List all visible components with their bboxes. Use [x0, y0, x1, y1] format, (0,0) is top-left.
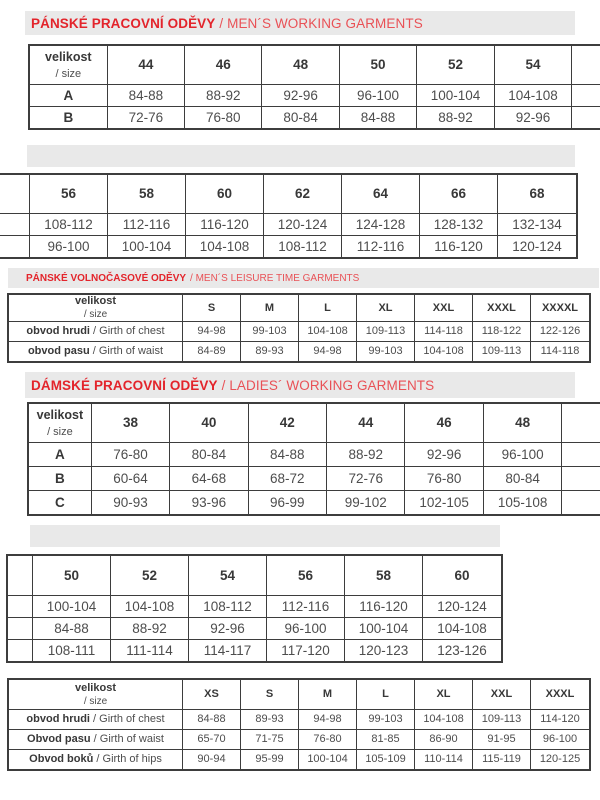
size-range-value: 68-72: [249, 467, 327, 491]
column-header: 62: [264, 175, 342, 214]
size-range-value: 100-104: [33, 596, 111, 618]
section-title-text: [17, 268, 599, 288]
title-czech: DÁMSKÉ PRACOVNÍ ODĚVY: [31, 377, 218, 393]
size-range-value: 108-112: [30, 214, 108, 236]
column-header: S: [183, 295, 241, 322]
size-range-value: 96-100: [484, 443, 562, 467]
size-range-value: 92-96: [405, 443, 483, 467]
size-range-value: 110-114: [415, 750, 473, 769]
size-range-value: 102-105: [405, 491, 483, 514]
title-english: / MEN´S LEISURE TIME GARMENTS: [190, 272, 360, 284]
size-range-value: [562, 467, 600, 491]
column-header: 60: [186, 175, 264, 214]
size-range-value: 100-104: [108, 236, 186, 257]
size-range-value: 84-88: [108, 85, 185, 107]
column-header: [8, 556, 33, 596]
size-range-value: 94-98: [299, 342, 357, 361]
size-range-value: 76-80: [405, 467, 483, 491]
table-ladies-leisure-sizes: [7, 678, 591, 771]
table-row: [8, 640, 501, 661]
size-range-value: 120-124: [423, 596, 501, 618]
size-range-value: 114-118: [415, 322, 473, 342]
size-range-value: 105-109: [357, 750, 415, 769]
column-header: 52: [111, 556, 189, 596]
size-range-value: 92-96: [262, 85, 339, 107]
size-range-value: 100-104: [299, 750, 357, 769]
size-range-value: 114-117: [189, 640, 267, 661]
column-header: 46: [405, 404, 483, 443]
column-header: 52: [417, 46, 494, 85]
row-label: obvod hrudi / Girth of chest: [9, 322, 183, 342]
size-range-value: 84-89: [183, 342, 241, 361]
column-header: 44: [108, 46, 185, 85]
size-range-value: 86-90: [415, 730, 473, 750]
size-range-value: 104-108: [423, 618, 501, 640]
table-ladies-working-sizes-50-60: [6, 554, 503, 663]
continuation-bar-mens-working: [27, 145, 575, 167]
row-label: B: [30, 107, 108, 128]
title-czech: PÁNSKÉ VOLNOČASOVÉ ODĚVY: [26, 272, 187, 284]
table-row: [29, 443, 600, 467]
column-header: XL: [357, 295, 415, 322]
size-label-header: velikost / size: [9, 680, 183, 710]
size-range-value: 95-99: [241, 750, 299, 769]
column-header: 56: [267, 556, 345, 596]
table-row: [0, 214, 576, 236]
title-english: / LADIES´ WORKING GARMENTS: [221, 377, 435, 393]
table-mens-leisure-sizes: [7, 293, 591, 363]
size-range-value: 81-85: [357, 730, 415, 750]
table-row: [0, 236, 576, 257]
column-header: 44: [327, 404, 405, 443]
row-label: A: [30, 85, 108, 107]
size-range-value: 90-93: [92, 491, 170, 514]
size-range-value: 88-92: [417, 107, 494, 128]
size-range-value: [572, 85, 600, 107]
size-range-value: 116-120: [420, 236, 498, 257]
column-header: 46: [185, 46, 262, 85]
column-header: M: [241, 295, 299, 322]
column-header: [562, 404, 600, 443]
size-range-value: 132-134: [498, 214, 576, 236]
size-range-value: 88-92: [111, 618, 189, 640]
size-range-value: 89-93: [241, 710, 299, 730]
size-range-value: 89-93: [241, 342, 299, 361]
table-row: [9, 342, 589, 361]
column-header: 64: [342, 175, 420, 214]
size-range-value: 99-102: [327, 491, 405, 514]
row-label: obvod hrudi / Girth of chest: [9, 710, 183, 730]
size-range-value: 60-64: [92, 467, 170, 491]
size-range-value: 80-84: [170, 443, 248, 467]
size-range-value: 80-84: [484, 467, 562, 491]
size-range-value: 64-68: [170, 467, 248, 491]
size-range-value: 104-108: [299, 322, 357, 342]
section-title-mens-working: [25, 11, 575, 35]
size-range-value: 104-108: [415, 710, 473, 730]
size-range-value: 128-132: [420, 214, 498, 236]
table-mens-working-sizes-56-68: [0, 173, 578, 259]
row-label: obvod pasu / Girth of waist: [9, 342, 183, 361]
size-range-value: 116-120: [345, 596, 423, 618]
size-range-value: 104-108: [495, 85, 572, 107]
size-range-value: 116-120: [186, 214, 264, 236]
size-range-value: 120-123: [345, 640, 423, 661]
size-range-value: 72-76: [108, 107, 185, 128]
size-range-value: 112-116: [108, 214, 186, 236]
size-range-value: 114-118: [540, 345, 580, 358]
size-range-value: 123-126: [437, 642, 487, 658]
size-range-value: 94-98: [183, 322, 241, 342]
column-header: 54: [189, 556, 267, 596]
size-range-value: 80-84: [262, 107, 339, 128]
size-range-value: 124-128: [342, 214, 420, 236]
size-range-value: 99-103: [241, 322, 299, 342]
size-range-value: 99-103: [357, 710, 415, 730]
row-label: C: [29, 491, 92, 514]
size-range-value: 108-112: [189, 596, 267, 618]
column-header: 60: [423, 556, 501, 596]
size-range-value: 104-108: [415, 342, 473, 361]
size-label-header: velikost / size: [30, 46, 108, 85]
size-range-value: 118-122: [473, 322, 531, 342]
header-row: [29, 404, 600, 443]
title-english: / MEN´S WORKING GARMENTS: [219, 15, 423, 31]
size-range-value: 76-80: [92, 443, 170, 467]
column-header: XXL: [415, 295, 473, 322]
size-range-value: 117-120: [267, 640, 345, 661]
size-range-value: 96-99: [249, 491, 327, 514]
size-range-value: 88-92: [327, 443, 405, 467]
column-header: 42: [249, 404, 327, 443]
size-range-value: 84-88: [33, 618, 111, 640]
size-range-value: 84-88: [249, 443, 327, 467]
column-header: 56: [30, 175, 108, 214]
column-header: 38: [92, 404, 170, 443]
column-header: 58: [108, 175, 186, 214]
row-label: [8, 640, 33, 661]
column-header: 48: [262, 46, 339, 85]
row-label: Obvod pasu / Girth of waist: [9, 730, 183, 750]
header-row: [30, 46, 600, 85]
section-title-text: [25, 372, 575, 398]
size-range-value: 120-124: [512, 238, 562, 254]
size-range-value: 92-96: [495, 107, 572, 128]
column-header: L: [299, 295, 357, 322]
header-row: [9, 680, 589, 710]
column-header: XS: [183, 680, 241, 710]
size-range-value: 88-92: [185, 85, 262, 107]
section-title-ladies-working: [25, 372, 575, 398]
row-label: B: [29, 467, 92, 491]
column-header: 50: [340, 46, 417, 85]
size-range-value: 111-114: [111, 640, 189, 661]
table-row: [9, 322, 589, 342]
size-range-value: 96-100: [267, 618, 345, 640]
row-label: [8, 596, 33, 618]
title-czech: PÁNSKÉ PRACOVNÍ ODĚVY: [31, 15, 216, 31]
column-header: XL: [415, 680, 473, 710]
size-label-header: velikost / size: [9, 295, 183, 322]
size-range-value: 76-80: [299, 730, 357, 750]
row-label: [0, 236, 30, 257]
size-range-value: [562, 491, 600, 514]
size-range-value: 109-113: [473, 342, 531, 361]
header-row: [0, 175, 576, 214]
size-range-value: 108-111: [33, 640, 111, 661]
row-label: [0, 214, 30, 236]
header-row: [9, 295, 589, 322]
size-range-value: 99-103: [357, 342, 415, 361]
column-header: XXXL: [473, 295, 531, 322]
column-header: 50: [33, 556, 111, 596]
size-range-value: 71-75: [241, 730, 299, 750]
size-range-value: 72-76: [327, 467, 405, 491]
column-header: XXXL: [531, 680, 589, 710]
table-row: [9, 750, 589, 769]
size-range-value: 114-120: [531, 710, 589, 730]
size-range-value: 104-108: [186, 236, 264, 257]
table-row: [8, 618, 501, 640]
table-row: [30, 85, 600, 107]
column-header: 40: [170, 404, 248, 443]
size-range-value: [562, 443, 600, 467]
size-range-value: 76-80: [185, 107, 262, 128]
row-label: [8, 618, 33, 640]
size-range-value: 108-112: [264, 236, 342, 257]
size-range-value: 120-125: [539, 753, 581, 766]
section-title-mens-leisure: [8, 268, 599, 288]
column-header: 66: [420, 175, 498, 214]
continuation-bar-ladies-working: [30, 525, 500, 547]
column-header: 58: [345, 556, 423, 596]
size-range-value: 96-100: [531, 730, 589, 750]
table-row: [30, 107, 600, 128]
size-range-value: 105-108: [484, 491, 562, 514]
column-header: XXXXL: [531, 295, 589, 322]
table-mens-working-sizes-44-54: [28, 44, 600, 130]
column-header: S: [241, 680, 299, 710]
size-range-value: 112-116: [342, 236, 420, 257]
size-range-value: 112-116: [267, 596, 345, 618]
size-range-value: [572, 107, 600, 128]
size-range-value: 109-113: [357, 322, 415, 342]
column-header: 54: [495, 46, 572, 85]
size-range-value: 90-94: [183, 750, 241, 769]
column-header: XXL: [473, 680, 531, 710]
size-range-value: 96-100: [30, 236, 108, 257]
size-range-value: 92-96: [189, 618, 267, 640]
size-range-value: 120-124: [264, 214, 342, 236]
size-range-value: 104-108: [111, 596, 189, 618]
size-range-value: 100-104: [417, 85, 494, 107]
table-row: [8, 596, 501, 618]
column-header: L: [357, 680, 415, 710]
row-label: A: [29, 443, 92, 467]
size-range-value: 115-119: [473, 750, 531, 769]
size-label-header: velikost / size: [29, 404, 92, 443]
size-range-value: 84-88: [183, 710, 241, 730]
column-header: M: [299, 680, 357, 710]
size-range-value: 94-98: [299, 710, 357, 730]
size-range-value: 96-100: [340, 85, 417, 107]
column-header: 68: [498, 175, 576, 214]
table-row: [9, 710, 589, 730]
size-range-value: 65-70: [183, 730, 241, 750]
size-range-value: 100-104: [345, 618, 423, 640]
table-row: [29, 491, 600, 514]
size-range-value: 91-95: [473, 730, 531, 750]
table-row: [9, 730, 589, 750]
size-range-value: 109-113: [473, 710, 531, 730]
row-label: Obvod boků / Girth of hips: [9, 750, 183, 769]
table-row: [29, 467, 600, 491]
column-header: [0, 175, 30, 214]
header-row: [8, 556, 501, 596]
size-range-value: 84-88: [340, 107, 417, 128]
column-header: [572, 46, 600, 85]
size-range-value: 122-126: [531, 322, 589, 342]
table-ladies-working-sizes-38-48: [27, 402, 600, 516]
section-title-text: [25, 11, 575, 35]
size-range-value: 93-96: [170, 491, 248, 514]
column-header: 48: [484, 404, 562, 443]
